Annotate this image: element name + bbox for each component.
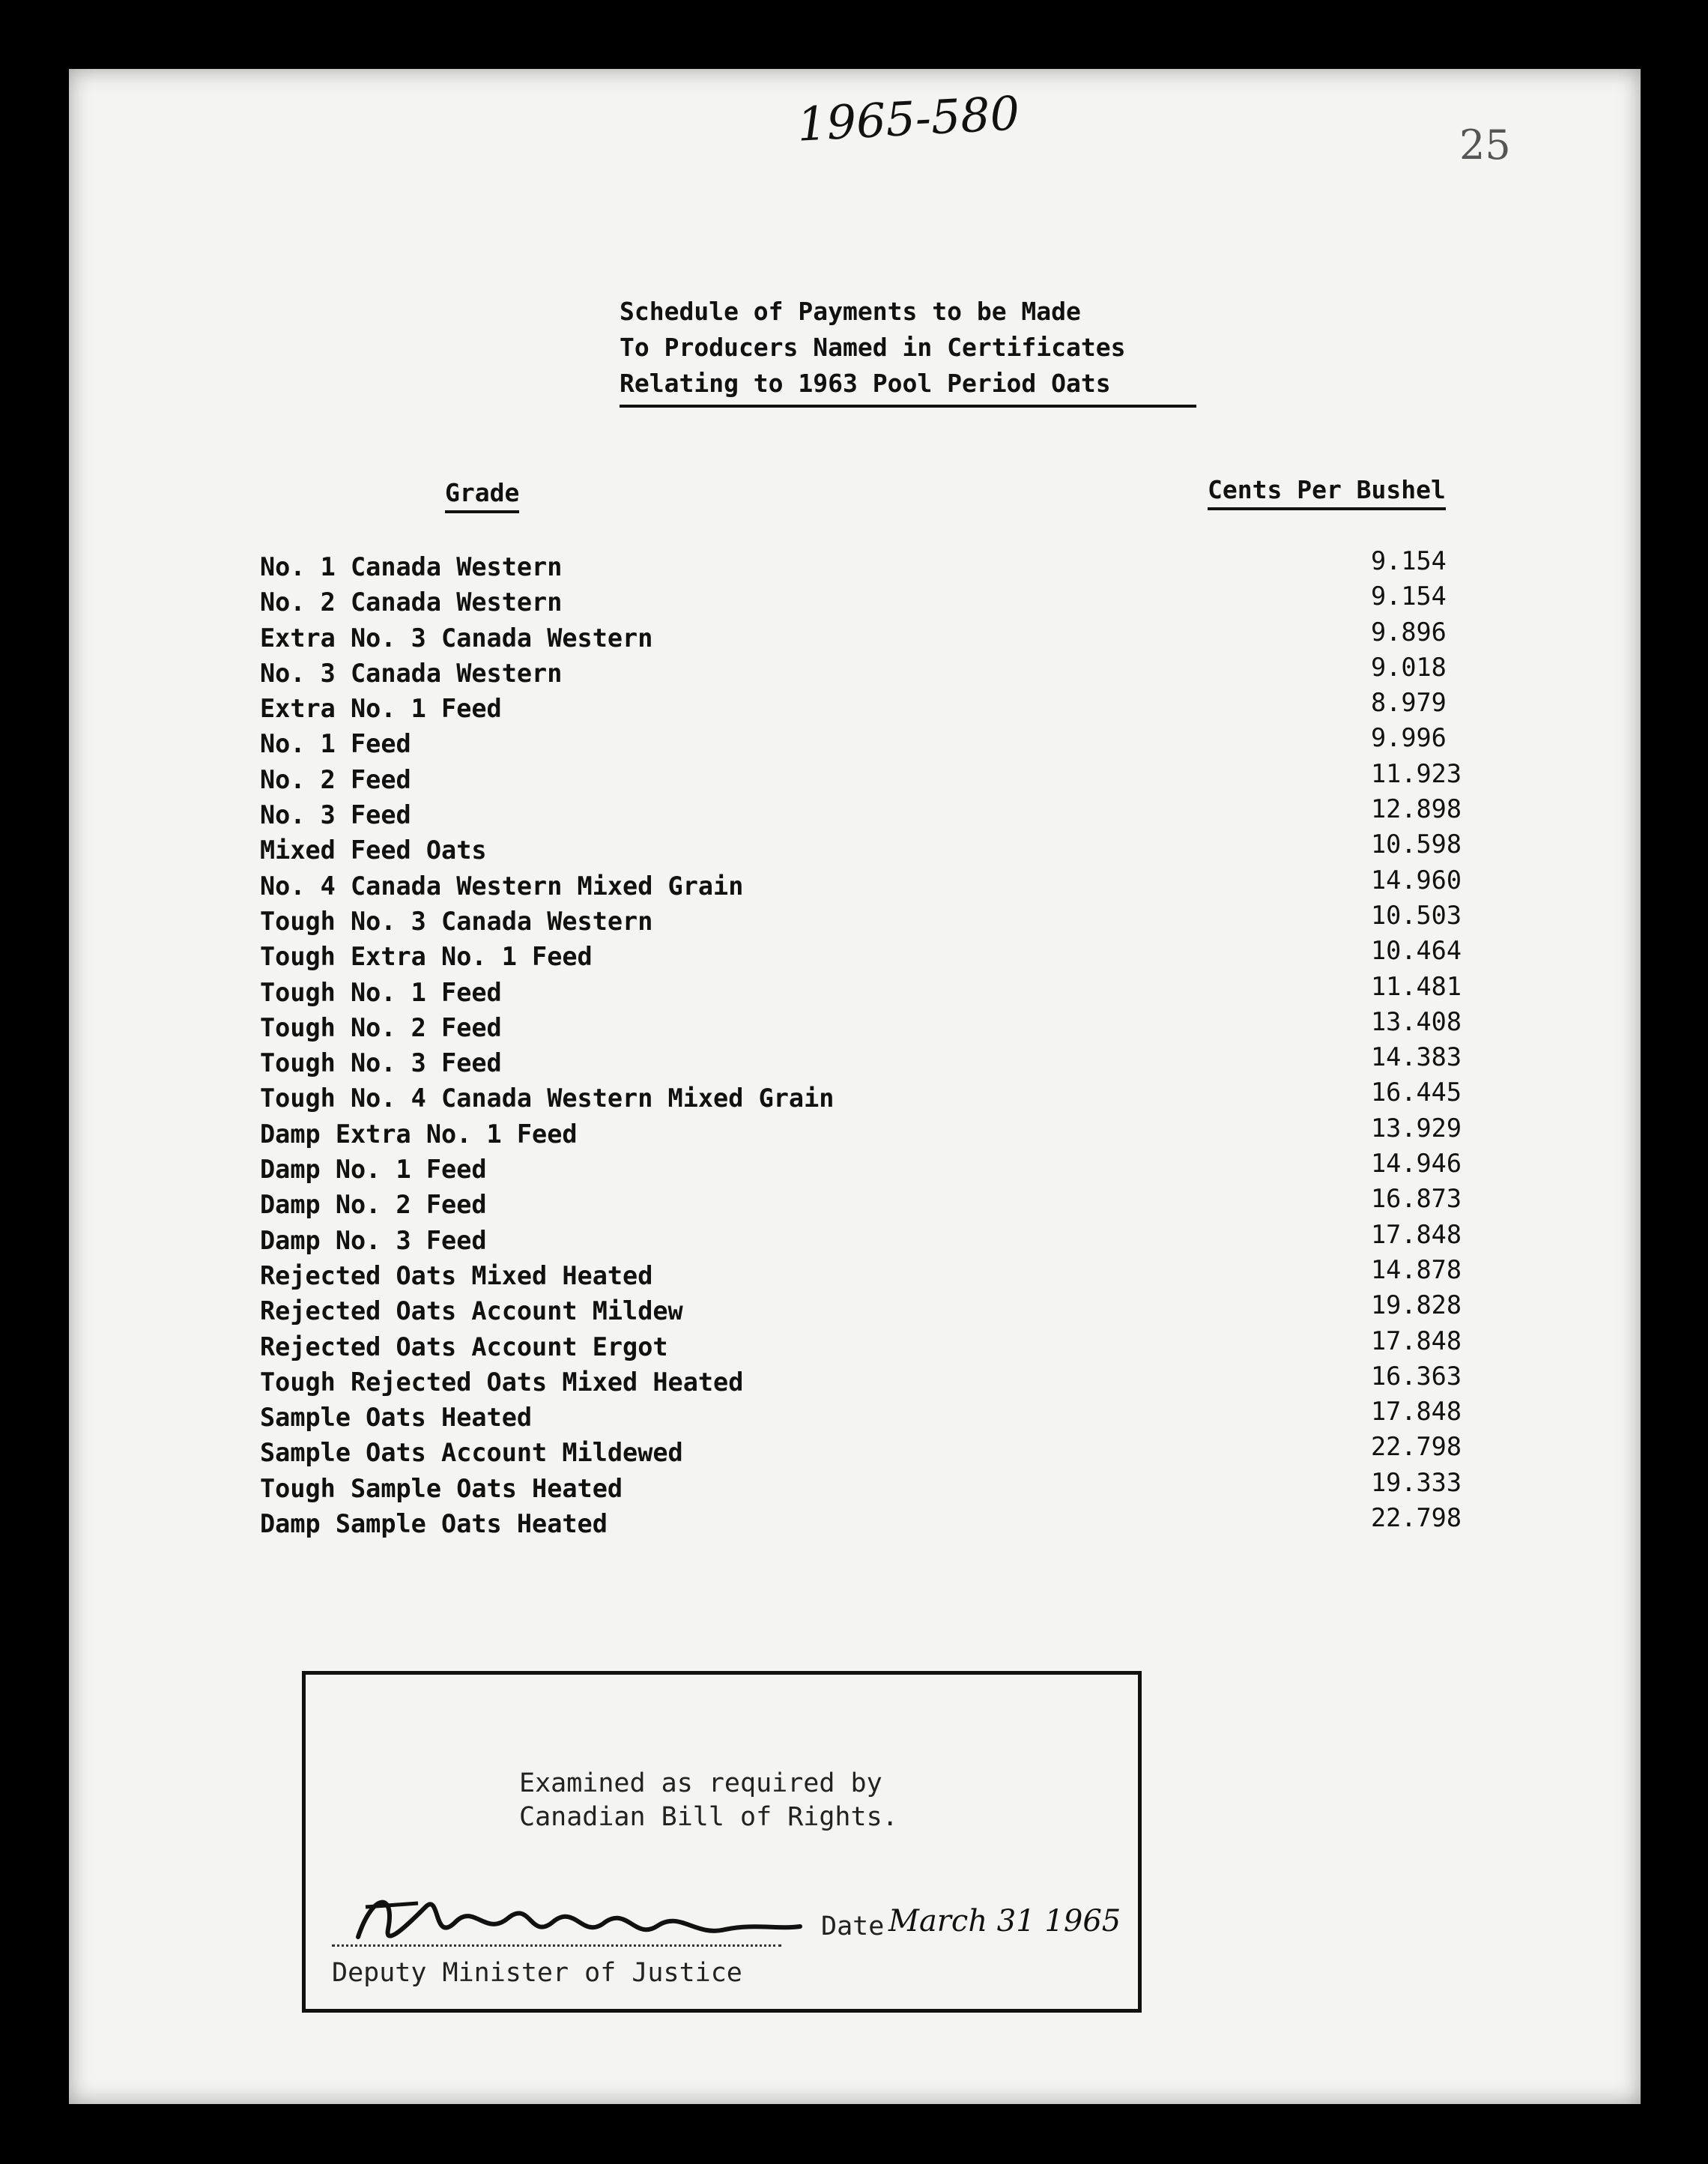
table-row	[260, 1254, 1474, 1296]
grade-cell: Tough Rejected Oats Mixed Heated	[260, 1367, 744, 1397]
title-line-2: To Producers Named in Certificates	[620, 333, 1126, 362]
table-row	[260, 971, 1474, 1013]
grade-cell: No. 1 Canada Western	[260, 552, 563, 581]
grade-cell: Damp No. 2 Feed	[260, 1190, 487, 1220]
signature-line	[332, 1944, 781, 1947]
cents-cell: 17.848	[1371, 1326, 1462, 1355]
cents-cell: 17.848	[1371, 1397, 1462, 1427]
table-row	[260, 1184, 1474, 1225]
cents-cell: 14.878	[1371, 1254, 1462, 1284]
grade-cell: Damp No. 3 Feed	[260, 1225, 487, 1255]
grade-cell: Tough Extra No. 1 Feed	[260, 942, 593, 972]
grade-cell: Tough No. 1 Feed	[260, 977, 502, 1007]
grade-cell: Damp Sample Oats Heated	[260, 1509, 608, 1539]
table-row	[260, 688, 1474, 729]
table-row	[260, 1326, 1474, 1367]
title-line-1: Schedule of Payments to be Made	[620, 297, 1081, 326]
cents-cell: 19.828	[1371, 1290, 1462, 1320]
grade-cell: Tough No. 3 Canada Western	[260, 906, 653, 936]
grade-cell: Rejected Oats Mixed Heated	[260, 1260, 653, 1290]
cents-cell: 9.154	[1371, 581, 1447, 611]
table-row	[260, 900, 1474, 942]
cents-cell: 22.798	[1371, 1503, 1462, 1533]
table-row	[260, 1042, 1474, 1083]
cents-cell: 14.946	[1371, 1149, 1462, 1179]
grade-cell: Mixed Feed Oats	[260, 835, 487, 865]
grade-cell: Extra No. 1 Feed	[260, 694, 502, 724]
grade-cell: No. 1 Feed	[260, 729, 411, 759]
table-row	[260, 1149, 1474, 1190]
grade-cell: Damp No. 1 Feed	[260, 1155, 487, 1185]
grade-cell: No. 2 Feed	[260, 764, 411, 794]
grade-cell: Rejected Oats Account Ergot	[260, 1332, 668, 1361]
grade-cell: No. 3 Feed	[260, 800, 411, 830]
title-line-3: Relating to 1963 Pool Period Oats	[620, 366, 1196, 408]
signer-title: Deputy Minister of Justice	[332, 1958, 742, 1988]
table-row	[260, 1219, 1474, 1261]
table-row	[260, 617, 1474, 659]
payment-table	[260, 546, 1474, 1544]
cents-column-header: Cents Per Bushel	[1208, 475, 1446, 510]
cents-cell: 10.464	[1371, 936, 1462, 966]
cents-cell: 14.960	[1371, 865, 1462, 895]
table-row	[260, 652, 1474, 694]
table-row	[260, 758, 1474, 800]
grade-cell: Rejected Oats Account Mildew	[260, 1296, 683, 1326]
grade-cell: Sample Oats Heated	[260, 1403, 533, 1433]
document-title	[620, 294, 1196, 408]
table-row	[260, 1290, 1474, 1332]
cents-cell: 16.445	[1371, 1078, 1462, 1107]
table-row	[260, 1078, 1474, 1119]
grade-cell: Tough No. 2 Feed	[260, 1012, 502, 1042]
table-row	[260, 1503, 1474, 1544]
cents-cell: 9.018	[1371, 652, 1447, 682]
stamp-line-1: Examined as required by	[519, 1768, 882, 1798]
cents-cell: 10.503	[1371, 900, 1462, 930]
table-row	[260, 1467, 1474, 1509]
date-value: March 31 1965	[888, 1904, 1121, 1938]
document-page	[69, 69, 1641, 2104]
cents-cell: 13.408	[1371, 1006, 1462, 1036]
cents-cell: 9.996	[1371, 723, 1447, 753]
grade-cell: Tough Sample Oats Heated	[260, 1473, 623, 1503]
grade-cell: No. 2 Canada Western	[260, 587, 563, 617]
cents-cell: 13.929	[1371, 1113, 1462, 1143]
grade-cell: No. 3 Canada Western	[260, 658, 563, 688]
date-label: Date	[821, 1911, 885, 1941]
cents-cell: 12.898	[1371, 794, 1462, 824]
cents-cell: 10.598	[1371, 829, 1462, 859]
table-row	[260, 936, 1474, 977]
table-row	[260, 1006, 1474, 1048]
table-row	[260, 865, 1474, 907]
table-row	[260, 794, 1474, 835]
cents-cell: 9.896	[1371, 617, 1447, 647]
grade-cell: Tough No. 3 Feed	[260, 1048, 502, 1078]
cents-cell: 16.363	[1371, 1361, 1462, 1391]
grade-cell: Extra No. 3 Canada Western	[260, 623, 653, 653]
table-row	[260, 1361, 1474, 1403]
handwritten-reference: 1965-580	[796, 85, 1021, 152]
table-row	[260, 1432, 1474, 1473]
cents-cell: 22.798	[1371, 1432, 1462, 1462]
table-row	[260, 1397, 1474, 1438]
grade-column-header: Grade	[445, 478, 519, 513]
cents-cell: 17.848	[1371, 1219, 1462, 1249]
cents-cell: 19.333	[1371, 1467, 1462, 1497]
cents-cell: 11.923	[1371, 758, 1462, 788]
signature-image	[343, 1877, 808, 1959]
cents-cell: 9.154	[1371, 546, 1447, 575]
table-row	[260, 581, 1474, 623]
cents-cell: 11.481	[1371, 971, 1462, 1001]
table-row	[260, 1113, 1474, 1155]
cents-cell: 14.383	[1371, 1042, 1462, 1072]
stamp-line-2: Canadian Bill of Rights.	[519, 1802, 898, 1832]
table-row	[260, 723, 1474, 764]
grade-cell: Sample Oats Account Mildewed	[260, 1438, 683, 1468]
cents-cell: 8.979	[1371, 688, 1447, 718]
grade-cell: Tough No. 4 Canada Western Mixed Grain	[260, 1083, 835, 1113]
page-number: 25	[1459, 121, 1511, 169]
grade-cell: Damp Extra No. 1 Feed	[260, 1119, 578, 1149]
cents-cell: 16.873	[1371, 1184, 1462, 1214]
grade-cell: No. 4 Canada Western Mixed Grain	[260, 871, 744, 901]
table-row	[260, 829, 1474, 871]
justice-stamp	[302, 1671, 1142, 2013]
table-row	[260, 546, 1474, 587]
